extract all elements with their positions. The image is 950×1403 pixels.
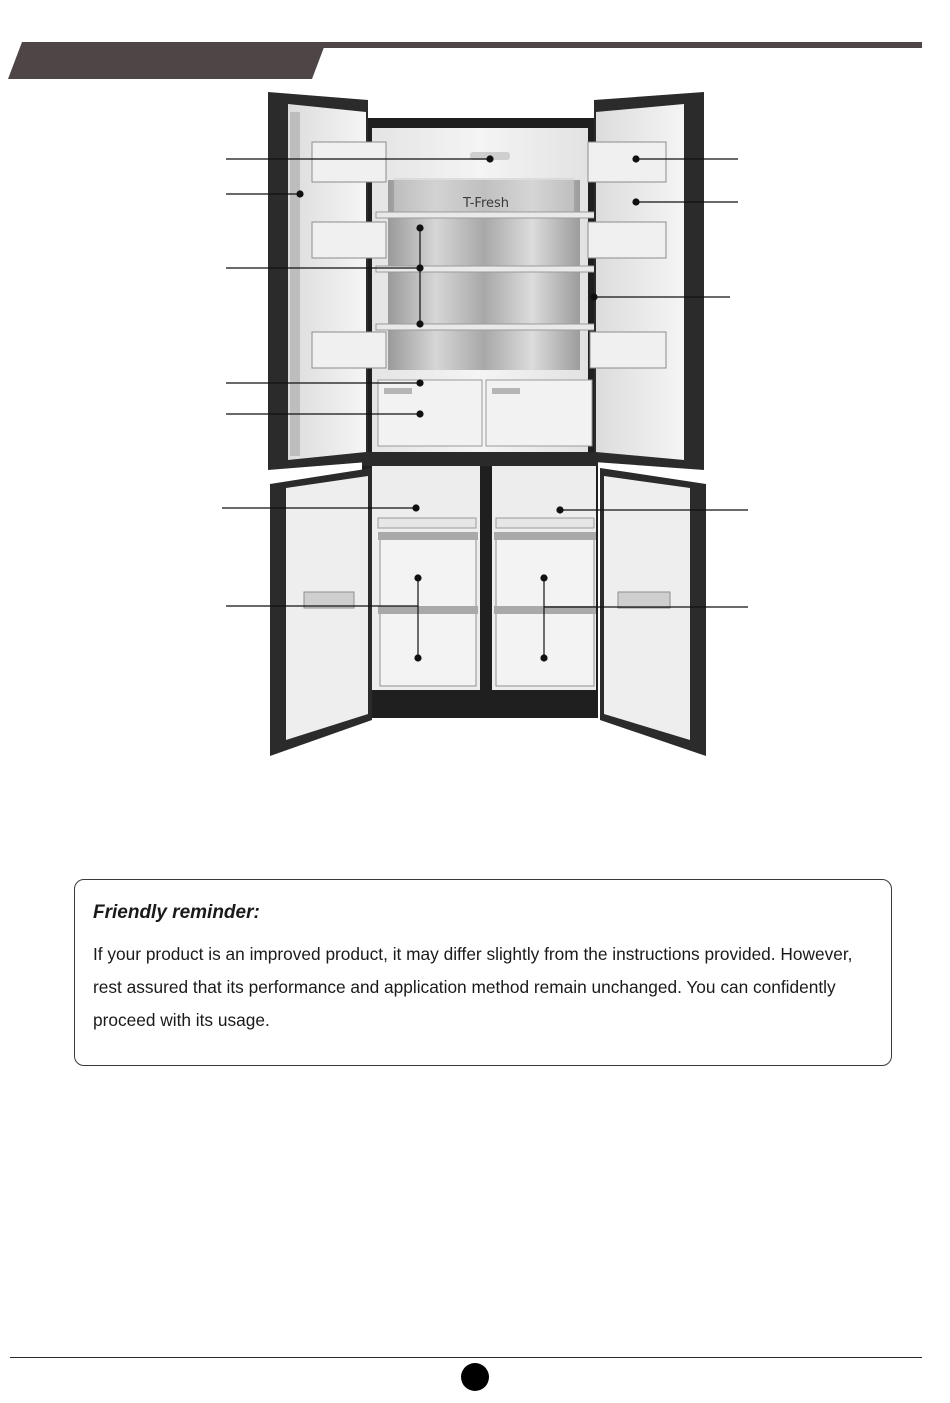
glass-shelf-3 xyxy=(376,324,596,330)
freezer-drawer-right-lower xyxy=(496,612,594,686)
door-bin-upper-right-3 xyxy=(590,332,666,368)
footer-rule xyxy=(10,1357,922,1358)
reminder-body: If your product is an improved product, it may differ slightly from the instructions provided. However, rest assured that its performance and application method remain unchanged. You can confidently proceed with its usage. xyxy=(93,944,853,1030)
freezer-shelf-left xyxy=(378,518,476,528)
door-bin-upper-left-3 xyxy=(312,332,386,368)
glass-shelf-1 xyxy=(376,212,596,218)
brand-logo-text: T-Fresh xyxy=(462,196,510,211)
reminder-title: Friendly reminder: xyxy=(93,902,260,923)
door-bin-upper-left-1 xyxy=(312,142,386,182)
lower-left-door xyxy=(270,468,372,756)
upper-right-door xyxy=(588,92,704,470)
door-bin-upper-left-2 xyxy=(312,222,386,258)
friendly-reminder-box xyxy=(74,879,892,1066)
glass-shelf-2 xyxy=(376,266,596,272)
freezer-drawer-left-upper xyxy=(380,538,476,608)
freezer-drawer-left-lower xyxy=(380,612,476,686)
door-bin-upper-right-1 xyxy=(588,142,666,182)
lower-right-door xyxy=(600,468,706,756)
freezer-drawer-right-upper xyxy=(496,538,594,608)
door-bin-upper-right-2 xyxy=(588,222,666,258)
page-number-badge xyxy=(461,1363,489,1391)
freezer-shelf-right xyxy=(496,518,594,528)
